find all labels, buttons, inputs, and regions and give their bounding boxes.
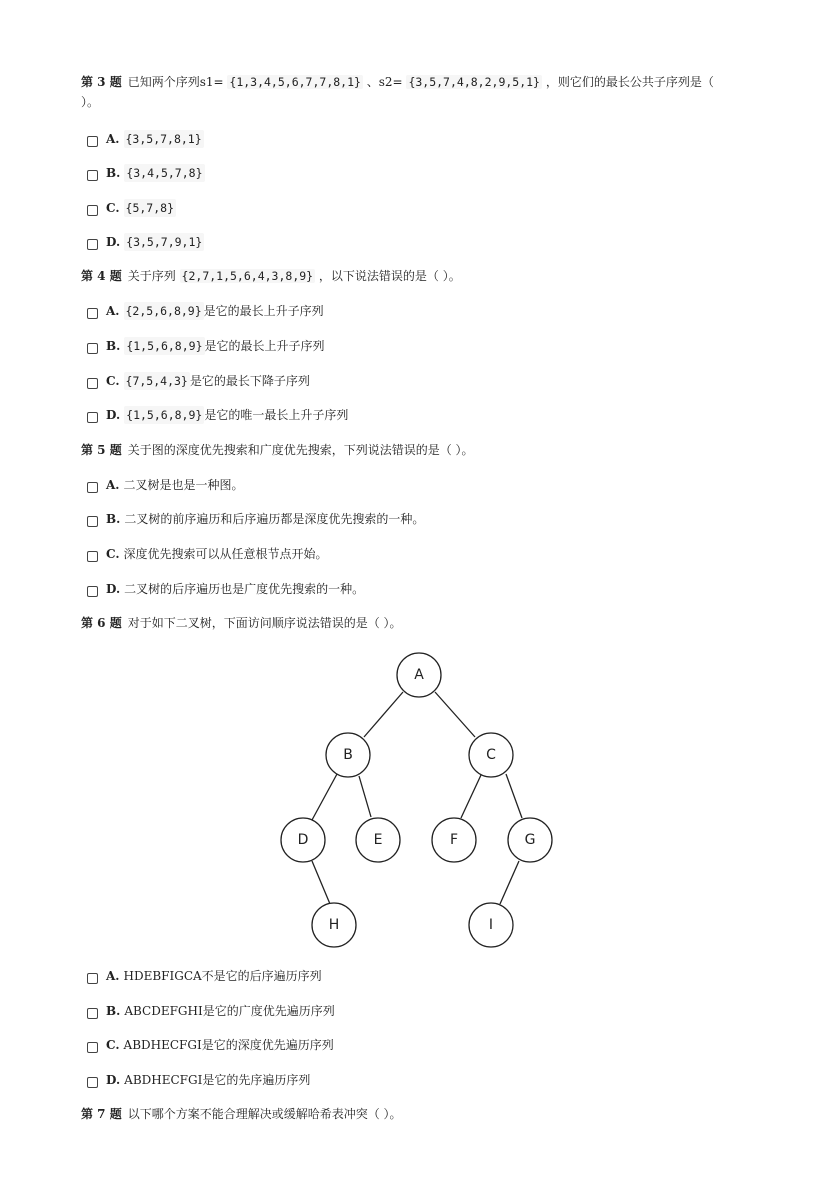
q5-option-b[interactable]: B. 二叉树的前序遍历和后序遍历都是深度优先搜索的一种。 xyxy=(87,510,424,528)
q4-option-d[interactable]: D. {1,5,6,8,9} 是它的唯一最长上升子序列 xyxy=(87,406,348,424)
q4-option-c[interactable]: C. {7,5,4,3} 是它的最长下降子序列 xyxy=(87,372,310,390)
edge-b-d xyxy=(312,774,337,820)
q6-option-a[interactable]: A. HDEBFIGCA不是它的后序遍历序列 xyxy=(87,967,322,985)
tree-node-label: G xyxy=(524,832,536,848)
q3-option-b[interactable]: B. {3,4,5,7,8} xyxy=(87,164,205,182)
question-number: 第 5 题 xyxy=(81,443,122,457)
question-3-stem: 第 3 题 已知两个序列s1= {1,3,4,5,6,7,7,8,1} 、s2= {3,5,7,4,8,2,9,5,1} ，则它们的最长公共子序列是（ ）。 xyxy=(81,75,714,109)
question-number: 第 3 题 xyxy=(81,75,122,89)
checkbox[interactable] xyxy=(87,1008,98,1019)
question-4-stem: 第 4 题 关于序列 {2,7,1,5,6,4,3,8,9} ，以下说法错误的是（ ）。 xyxy=(81,269,461,283)
tree-node-label: E xyxy=(373,832,383,848)
question-number: 第 4 题 xyxy=(81,269,122,283)
edge-g-i xyxy=(500,861,519,904)
checkbox[interactable] xyxy=(87,973,98,984)
question-6-stem: 第 6 题 对于如下二叉树，下面访问顺序说法错误的是（ ）。 xyxy=(81,616,402,630)
q4-option-a[interactable]: A. {2,5,6,8,9} 是它的最长上升子序列 xyxy=(87,302,324,320)
tree-node-label: B xyxy=(343,747,353,763)
edge-d-h xyxy=(312,861,330,904)
q3-option-d[interactable]: D. {3,5,7,9,1} xyxy=(87,233,204,251)
edge-b-e xyxy=(359,776,371,817)
q6-option-b[interactable]: B. ABCDEFGHI是它的广度优先遍历序列 xyxy=(87,1002,335,1020)
checkbox[interactable] xyxy=(87,1077,98,1088)
tree-node-label: C xyxy=(486,747,496,763)
tree-node-label: F xyxy=(449,832,459,848)
checkbox[interactable] xyxy=(87,1042,98,1053)
edge-a-c xyxy=(435,692,475,737)
tree-node-label: H xyxy=(328,917,340,933)
edge-c-f xyxy=(461,775,481,818)
q3-option-a[interactable]: A. {3,5,7,8,1} xyxy=(87,130,204,148)
edge-c-g xyxy=(506,774,522,818)
question-number: 第 6 题 xyxy=(81,616,122,630)
q4-option-b[interactable]: B. {1,5,6,8,9} 是它的最长上升子序列 xyxy=(87,337,325,355)
question-number: 第 7 题 xyxy=(81,1107,122,1121)
q5-option-c[interactable]: C. 深度优先搜索可以从任意根节点开始。 xyxy=(87,545,328,563)
tree-node-label: A xyxy=(414,667,424,683)
q3-option-c[interactable]: C. {5,7,8} xyxy=(87,199,176,217)
question-5-stem: 第 5 题 关于图的深度优先搜索和广度优先搜索，下列说法错误的是（ ）。 xyxy=(81,443,474,457)
q5-option-a[interactable]: A. 二叉树是也是一种图。 xyxy=(87,476,244,494)
tree-node-label: D xyxy=(297,832,309,848)
question-7-stem: 第 7 题 以下哪个方案不能合理解决或缓解哈希表冲突（ ）。 xyxy=(81,1107,402,1121)
q6-option-d[interactable]: D. ABDHECFGI是它的先序遍历序列 xyxy=(87,1071,310,1089)
tree-node-label: I xyxy=(488,917,494,933)
q6-option-c[interactable]: C. ABDHECFGI是它的深度优先遍历序列 xyxy=(87,1036,334,1054)
q5-option-d[interactable]: D. 二叉树的后序遍历也是广度优先搜索的一种。 xyxy=(87,580,364,598)
edge-a-b xyxy=(364,692,403,737)
